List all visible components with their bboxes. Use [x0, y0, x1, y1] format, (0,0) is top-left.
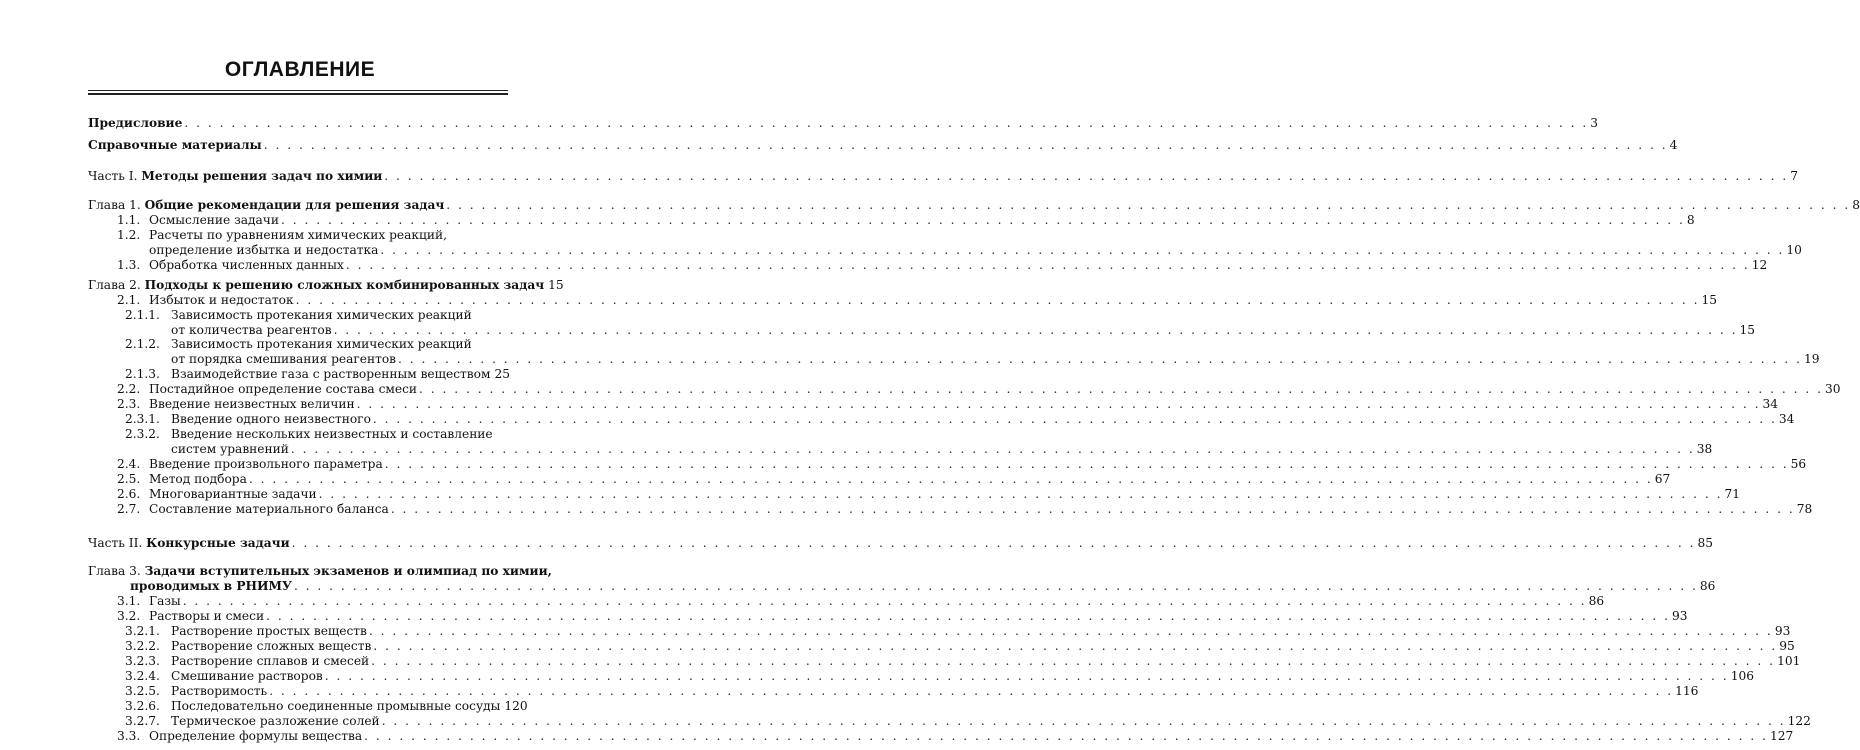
- toc-entry[interactable]: [125, 684, 1699, 699]
- entry-title: Термическое разложение солей: [171, 714, 380, 728]
- page-number: 30: [1824, 382, 1841, 396]
- page-number: 85: [1697, 536, 1714, 550]
- page-number: 12: [1751, 258, 1768, 272]
- entry-number: 3.1.: [117, 594, 141, 608]
- dot-leader: . . . . . . . . . . . . . . . . . . . . . . . . . . . . . . . . . . . . . . . . . . . . . . . . . . . . . . . . . . . . . . . . . . . . . . . . . . . . . . . . . . . . . . . . . . . . . . . . . . . . . . . . . . . . . . . . . . . . . . . .: [333, 323, 1738, 337]
- entry-number: 2.7.: [117, 502, 141, 516]
- entry-title: Зависимость протекания химических реакций: [171, 337, 472, 351]
- entry-number: 2.5.: [117, 472, 141, 486]
- entry-number: 3.2.4.: [125, 669, 160, 683]
- entry-title: Последовательно соединенные промывные сосуды: [171, 699, 501, 713]
- entry-title: Задачи вступительных экзаменов и олимпиад по химии,: [144, 564, 552, 578]
- page-number: 71: [1724, 487, 1741, 501]
- entry-prefix: Глава 1.: [88, 198, 145, 212]
- toc-entry[interactable]: [117, 457, 1807, 472]
- entry-title-continued: проводимых в РНИМУ: [130, 579, 292, 593]
- entry-title: Введение одного неизвестного: [171, 412, 371, 426]
- entry-title: Составление материального баланса: [149, 502, 389, 516]
- entry-title: Смешивание растворов: [171, 669, 323, 683]
- entry-title-continued: от порядка смешивания реагентов: [171, 352, 397, 366]
- entry-number: 2.1.2.: [125, 337, 160, 351]
- entry-number: 1.2.: [117, 228, 141, 242]
- dot-leader: . . . . . . . . . . . . . . . . . . . . . . . . . . . . . . . . . . . . . . . . . . . . . . . . . . . . . . . . . . . . . . . . . . . . . . . . . . . . . . . . . . . . . . . . . . . . . . . . . . . . . . . . . . . . . . . . . . . . . . . .: [419, 382, 1823, 396]
- entry-title-continued: от количества реагентов: [171, 323, 332, 337]
- page-number: 95: [1779, 639, 1795, 653]
- dot-leader: . . . . . . . . . . . . . . . . . . . . . . . . . . . . . . . . . . . . . . . . . . . . . . . . . . . . . . . . . . . . . . . . . . . . . . . . . . . . . . . . . . . . . . . . . . . . . . . . . . . . . . . . . . . . . . . . . . . . . . . .: [293, 579, 1698, 593]
- dot-leader: . . . . . . . . . . . . . . . . . . . . . . . . . . . . . . . . . . . . . . . . . . . . . . . . . . . . . . . . . . . . . . . . . . . . . . . . . . . . . . . . . . . . . . . . . . . . . . . . . . . . . . . . . . . . . . . . . . . . . . . .: [446, 198, 1851, 212]
- page-number: 127: [1770, 729, 1794, 743]
- page-number: 15: [548, 278, 564, 292]
- divider: [88, 93, 508, 95]
- page-title: ОГЛАВЛЕНИЕ: [224, 58, 376, 81]
- toc-entry[interactable]: [117, 382, 1841, 397]
- dot-leader: . . . . . . . . . . . . . . . . . . . . . . . . . . . . . . . . . . . . . . . . . . . . . . . . . . . . . . . . . . . . . . . . . . . . . . . . . . . . . . . . . . . . . . . . . . . . . . . . . . . . . . . . . . . . . . . . . . . . . . . .: [295, 293, 1700, 307]
- entry-number: 2.2.: [117, 382, 141, 396]
- entry-title: Растворение сложных веществ: [171, 639, 372, 653]
- entry-title: Предисловие: [88, 116, 183, 130]
- entry-number: 1.3.: [117, 258, 141, 272]
- entry-number: 2.1.1.: [125, 308, 160, 322]
- page-number: 67: [1654, 472, 1671, 486]
- toc-entry[interactable]: [88, 198, 1860, 213]
- entry-title: Обработка численных данных: [149, 258, 344, 272]
- entry-title: Растворение сплавов и смесей: [171, 654, 370, 668]
- toc-entry[interactable]: [171, 323, 1755, 338]
- page-number: 4: [1669, 138, 1678, 152]
- page-number: 106: [1730, 669, 1754, 683]
- page-number: 56: [1790, 457, 1807, 471]
- dot-leader: . . . . . . . . . . . . . . . . . . . . . . . . . . . . . . . . . . . . . . . . . . . . . . . . . . . . . . . . . . . . . . . . . . . . . . . . . . . . . . . . . . . . . . . . . . . . . . . . . . . . . . . . . . . . . . . . . . . . . . . .: [368, 624, 1773, 638]
- toc-entry[interactable]: [88, 169, 1798, 184]
- toc-entry[interactable]: [125, 624, 1791, 639]
- toc-entry[interactable]: [125, 308, 472, 323]
- dot-leader: . . . . . . . . . . . . . . . . . . . . . . . . . . . . . . . . . . . . . . . . . . . . . . . . . . . . . . . . . . . . . . . . . . . . . . . . . . . . . . . . . . . . . . . . . . . . . . . . . . . . . . . . . . . . . . . . . . . . . . . .: [269, 684, 1674, 698]
- dot-leader: . . . . . . . . . . . . . . . . . . . . . . . . . . . . . . . . . . . . . . . . . . . . . . . . . . . . . . . . . . . . . . . . . . . . . . . . . . . . . . . . . . . . . . . . . . . . . . . . . . . . . . . . . . . . . . . . . . . . . . . .: [263, 138, 1668, 152]
- entry-title-continued: определение избытка и недостатка: [149, 243, 379, 257]
- dot-leader: . . . . . . . . . . . . . . . . . . . . . . . . . . . . . . . . . . . . . . . . . . . . . . . . . . . . . . . . . . . . . . . . . . . . . . . . . . . . . . . . . . . . . . . . . . . . . . . . . . . . . . . . . . . . . . . . . . . . . . . .: [384, 169, 1789, 183]
- toc-entry[interactable]: [117, 609, 1688, 624]
- page-number: 86: [1699, 579, 1716, 593]
- dot-leader: . . . . . . . . . . . . . . . . . . . . . . . . . . . . . . . . . . . . . . . . . . . . . . . . . . . . . . . . . . . . . . . . . . . . . . . . . . . . . . . . . . . . . . . . . . . . . . . . . . . . . . . . . . . . . . . . . . . . . . . .: [384, 457, 1789, 471]
- page-number: 19: [1803, 352, 1820, 366]
- page-number: 15: [1701, 293, 1718, 307]
- entry-title: Растворы и смеси: [149, 609, 265, 623]
- toc-entry[interactable]: [149, 243, 1802, 258]
- toc-entry[interactable]: [130, 579, 1716, 594]
- dot-leader: . . . . . . . . . . . . . . . . . . . . . . . . . . . . . . . . . . . . . . . . . . . . . . . . . . . . . . . . . . . . . . . . . . . . . . . . . . . . . . . . . . . . . . . . . . . . . . . . . . . . . . . . . . . . . . . . . . . . . . . .: [372, 412, 1777, 426]
- dot-leader: . . . . . . . . . . . . . . . . . . . . . . . . . . . . . . . . . . . . . . . . . . . . . . . . . . . . . . . . . . . . . . . . . . . . . . . . . . . . . . . . . . . . . . . . . . . . . . . . . . . . . . . . . . . . . . . . . . . . . . . .: [381, 714, 1786, 728]
- entry-title: Взаимодействие газа с растворенным веществом: [171, 367, 491, 381]
- toc-entry[interactable]: [125, 714, 1811, 729]
- entry-title: Избыток и недостаток: [149, 293, 294, 307]
- toc-entry[interactable]: [117, 228, 447, 243]
- page-number: 34: [1762, 397, 1779, 411]
- entry-number: 3.3.: [117, 729, 141, 743]
- entry-number: 3.2.6.: [125, 699, 160, 713]
- entry-title: Справочные материалы: [88, 138, 262, 152]
- divider: [88, 90, 508, 91]
- page-number: 8: [1852, 198, 1860, 212]
- page-number: 38: [1696, 442, 1713, 456]
- entry-title: Газы: [149, 594, 181, 608]
- entry-title: Метод подбора: [149, 472, 247, 486]
- toc-entry[interactable]: [125, 427, 493, 442]
- dot-leader: . . . . . . . . . . . . . . . . . . . . . . . . . . . . . . . . . . . . . . . . . . . . . . . . . . . . . . . . . . . . . . . . . . . . . . . . . . . . . . . . . . . . . . . . . . . . . . . . . . . . . . . . . . . . . . . . . . . . . . . .: [184, 116, 1589, 130]
- dot-leader: . . . . . . . . . . . . . . . . . . . . . . . . . . . . . . . . . . . . . . . . . . . . . . . . . . . . . . . . . . . . . . . . . . . . . . . . . . . . . . . . . . . . . . . . . . . . . . . . . . . . . . . . . . . . . . . . . . . . . . . .: [380, 243, 1785, 257]
- entry-prefix: Часть I.: [88, 169, 142, 183]
- entry-number: 3.2.: [117, 609, 141, 623]
- toc-entry[interactable]: [88, 536, 1714, 551]
- toc-entry[interactable]: [117, 258, 1768, 273]
- page-number: 25: [494, 367, 510, 381]
- entry-title: Введение произвольного параметра: [149, 457, 383, 471]
- dot-leader: . . . . . . . . . . . . . . . . . . . . . . . . . . . . . . . . . . . . . . . . . . . . . . . . . . . . . . . . . . . . . . . . . . . . . . . . . . . . . . . . . . . . . . . . . . . . . . . . . . . . . . . . . . . . . . . . . . . . . . . .: [390, 502, 1795, 516]
- page-number: 86: [1588, 594, 1605, 608]
- entry-title: Многовариантные задачи: [149, 487, 317, 501]
- entry-number: 3.2.3.: [125, 654, 160, 668]
- entry-prefix: Часть II.: [88, 536, 147, 550]
- entry-number: 2.1.: [117, 293, 141, 307]
- dot-leader: . . . . . . . . . . . . . . . . . . . . . . . . . . . . . . . . . . . . . . . . . . . . . . . . . . . . . . . . . . . . . . . . . . . . . . . . . . . . . . . . . . . . . . . . . . . . . . . . . . . . . . . . . . . . . . . . . . . . . . . .: [182, 594, 1587, 608]
- dot-leader: . . . . . . . . . . . . . . . . . . . . . . . . . . . . . . . . . . . . . . . . . . . . . . . . . . . . . . . . . . . . . . . . . . . . . . . . . . . . . . . . . . . . . . . . . . . . . . . . . . . . . . . . . . . . . . . . . . . . . . . .: [266, 609, 1670, 623]
- dot-leader: . . . . . . . . . . . . . . . . . . . . . . . . . . . . . . . . . . . . . . . . . . . . . . . . . . . . . . . . . . . . . . . . . . . . . . . . . . . . . . . . . . . . . . . . . . . . . . . . . . . . . . . . . . . . . . . . . . . . . . . .: [248, 472, 1653, 486]
- toc-entry[interactable]: [117, 472, 1671, 487]
- toc-entry[interactable]: [117, 502, 1813, 517]
- entry-title: Растворение простых веществ: [171, 624, 367, 638]
- page-number: 93: [1671, 609, 1688, 623]
- page-number: 34: [1778, 412, 1795, 426]
- toc-entry[interactable]: [88, 278, 564, 293]
- page-number: 122: [1787, 714, 1811, 728]
- dot-leader: . . . . . . . . . . . . . . . . . . . . . . . . . . . . . . . . . . . . . . . . . . . . . . . . . . . . . . . . . . . . . . . . . . . . . . . . . . . . . . . . . . . . . . . . . . . . . . . . . . . . . . . . . . . . . . . . . . . . . . . .: [324, 669, 1729, 683]
- entry-number: 3.2.5.: [125, 684, 160, 698]
- dot-leader: . . . . . . . . . . . . . . . . . . . . . . . . . . . . . . . . . . . . . . . . . . . . . . . . . . . . . . . . . . . . . . . . . . . . . . . . . . . . . . . . . . . . . . . . . . . . . . . . . . . . . . . . . . . . . . . . . . . . . . . .: [291, 536, 1696, 550]
- entry-title: Введение нескольких неизвестных и составление: [171, 427, 493, 441]
- toc-entry[interactable]: [171, 442, 1713, 457]
- toc-entry[interactable]: [125, 669, 1754, 684]
- entry-title: Расчеты по уравнениям химических реакций,: [149, 228, 447, 242]
- toc-entry[interactable]: [117, 397, 1779, 412]
- dot-leader: . . . . . . . . . . . . . . . . . . . . . . . . . . . . . . . . . . . . . . . . . . . . . . . . . . . . . . . . . . . . . . . . . . . . . . . . . . . . . . . . . . . . . . . . . . . . . . . . . . . . . . . . . . . . . . . . . . . . . . . .: [345, 258, 1750, 272]
- page-number: 3: [1590, 116, 1599, 130]
- toc-entry[interactable]: [125, 412, 1795, 427]
- entry-title: Общие рекомендации для решения задач: [144, 198, 445, 212]
- page-number: 15: [1739, 323, 1755, 337]
- toc-entry[interactable]: [88, 564, 552, 579]
- entry-title: Постадийное определение состава смеси: [149, 382, 418, 396]
- entry-number: 2.3.2.: [125, 427, 160, 441]
- page-number: 10: [1786, 243, 1802, 257]
- entry-number: 2.3.: [117, 397, 141, 411]
- page-number: 101: [1777, 654, 1801, 668]
- entry-title: Определение формулы вещества: [149, 729, 363, 743]
- page-number: 93: [1774, 624, 1791, 638]
- entry-prefix: Глава 3.: [88, 564, 145, 578]
- page-number: 116: [1675, 684, 1699, 698]
- toc-entry[interactable]: [125, 639, 1795, 654]
- entry-number: 2.1.3.: [125, 367, 160, 381]
- toc-entry[interactable]: [125, 367, 510, 382]
- dot-leader: . . . . . . . . . . . . . . . . . . . . . . . . . . . . . . . . . . . . . . . . . . . . . . . . . . . . . . . . . . . . . . . . . . . . . . . . . . . . . . . . . . . . . . . . . . . . . . . . . . . . . . . . . . . . . . . . . . . . . . . .: [364, 729, 1768, 743]
- dot-leader: . . . . . . . . . . . . . . . . . . . . . . . . . . . . . . . . . . . . . . . . . . . . . . . . . . . . . . . . . . . . . . . . . . . . . . . . . . . . . . . . . . . . . . . . . . . . . . . . . . . . . . . . . . . . . . . . . . . . . . . .: [371, 654, 1776, 668]
- toc-entry[interactable]: [117, 293, 1718, 308]
- dot-leader: . . . . . . . . . . . . . . . . . . . . . . . . . . . . . . . . . . . . . . . . . . . . . . . . . . . . . . . . . . . . . . . . . . . . . . . . . . . . . . . . . . . . . . . . . . . . . . . . . . . . . . . . . . . . . . . . . . . . . . . .: [280, 213, 1685, 227]
- toc-entry[interactable]: [117, 594, 1605, 609]
- page-number: 8: [1686, 213, 1695, 227]
- entry-number: 3.2.7.: [125, 714, 160, 728]
- entry-number: 2.3.1.: [125, 412, 160, 426]
- entry-number: 1.1.: [117, 213, 141, 227]
- toc-entry[interactable]: [125, 654, 1801, 669]
- toc-entry[interactable]: [117, 213, 1695, 228]
- dot-leader: . . . . . . . . . . . . . . . . . . . . . . . . . . . . . . . . . . . . . . . . . . . . . . . . . . . . . . . . . . . . . . . . . . . . . . . . . . . . . . . . . . . . . . . . . . . . . . . . . . . . . . . . . . . . . . . . . . . . . . . .: [373, 639, 1778, 653]
- toc-entry[interactable]: [88, 116, 1599, 131]
- dot-leader: . . . . . . . . . . . . . . . . . . . . . . . . . . . . . . . . . . . . . . . . . . . . . . . . . . . . . . . . . . . . . . . . . . . . . . . . . . . . . . . . . . . . . . . . . . . . . . . . . . . . . . . . . . . . . . . . . . . . . . . .: [318, 487, 1723, 501]
- entry-title: Конкурсные задачи: [146, 536, 290, 550]
- entry-number: 2.6.: [117, 487, 141, 501]
- dot-leader: . . . . . . . . . . . . . . . . . . . . . . . . . . . . . . . . . . . . . . . . . . . . . . . . . . . . . . . . . . . . . . . . . . . . . . . . . . . . . . . . . . . . . . . . . . . . . . . . . . . . . . . . . . . . . . . . . . . . . . . .: [356, 397, 1761, 411]
- entry-title-continued: систем уравнений: [171, 442, 289, 456]
- entry-title: Зависимость протекания химических реакций: [171, 308, 472, 322]
- entry-title: Осмысление задачи: [149, 213, 279, 227]
- dot-leader: . . . . . . . . . . . . . . . . . . . . . . . . . . . . . . . . . . . . . . . . . . . . . . . . . . . . . . . . . . . . . . . . . . . . . . . . . . . . . . . . . . . . . . . . . . . . . . . . . . . . . . . . . . . . . . . . . . . . . . . .: [398, 352, 1802, 366]
- entry-number: 3.2.2.: [125, 639, 160, 653]
- entry-number: 3.2.1.: [125, 624, 160, 638]
- entry-number: 2.4.: [117, 457, 141, 471]
- page-number: 120: [504, 699, 528, 713]
- toc-entry[interactable]: [171, 352, 1820, 367]
- toc-entry[interactable]: [88, 138, 1678, 153]
- page-number: 78: [1796, 502, 1813, 516]
- toc-entry[interactable]: [117, 729, 1794, 744]
- dot-leader: . . . . . . . . . . . . . . . . . . . . . . . . . . . . . . . . . . . . . . . . . . . . . . . . . . . . . . . . . . . . . . . . . . . . . . . . . . . . . . . . . . . . . . . . . . . . . . . . . . . . . . . . . . . . . . . . . . . . . . . .: [290, 442, 1695, 456]
- entry-title: Методы решения задач по химии: [141, 169, 383, 183]
- entry-title: Растворимость: [171, 684, 268, 698]
- entry-title: Подходы к решению сложных комбинированных задач: [144, 278, 545, 292]
- entry-title: Введение неизвестных величин: [149, 397, 355, 411]
- entry-prefix: Глава 2.: [88, 278, 145, 292]
- page-number: 7: [1790, 169, 1798, 183]
- toc-entry[interactable]: [125, 337, 472, 352]
- toc-entry[interactable]: [117, 487, 1741, 502]
- toc-entry[interactable]: [125, 699, 528, 714]
